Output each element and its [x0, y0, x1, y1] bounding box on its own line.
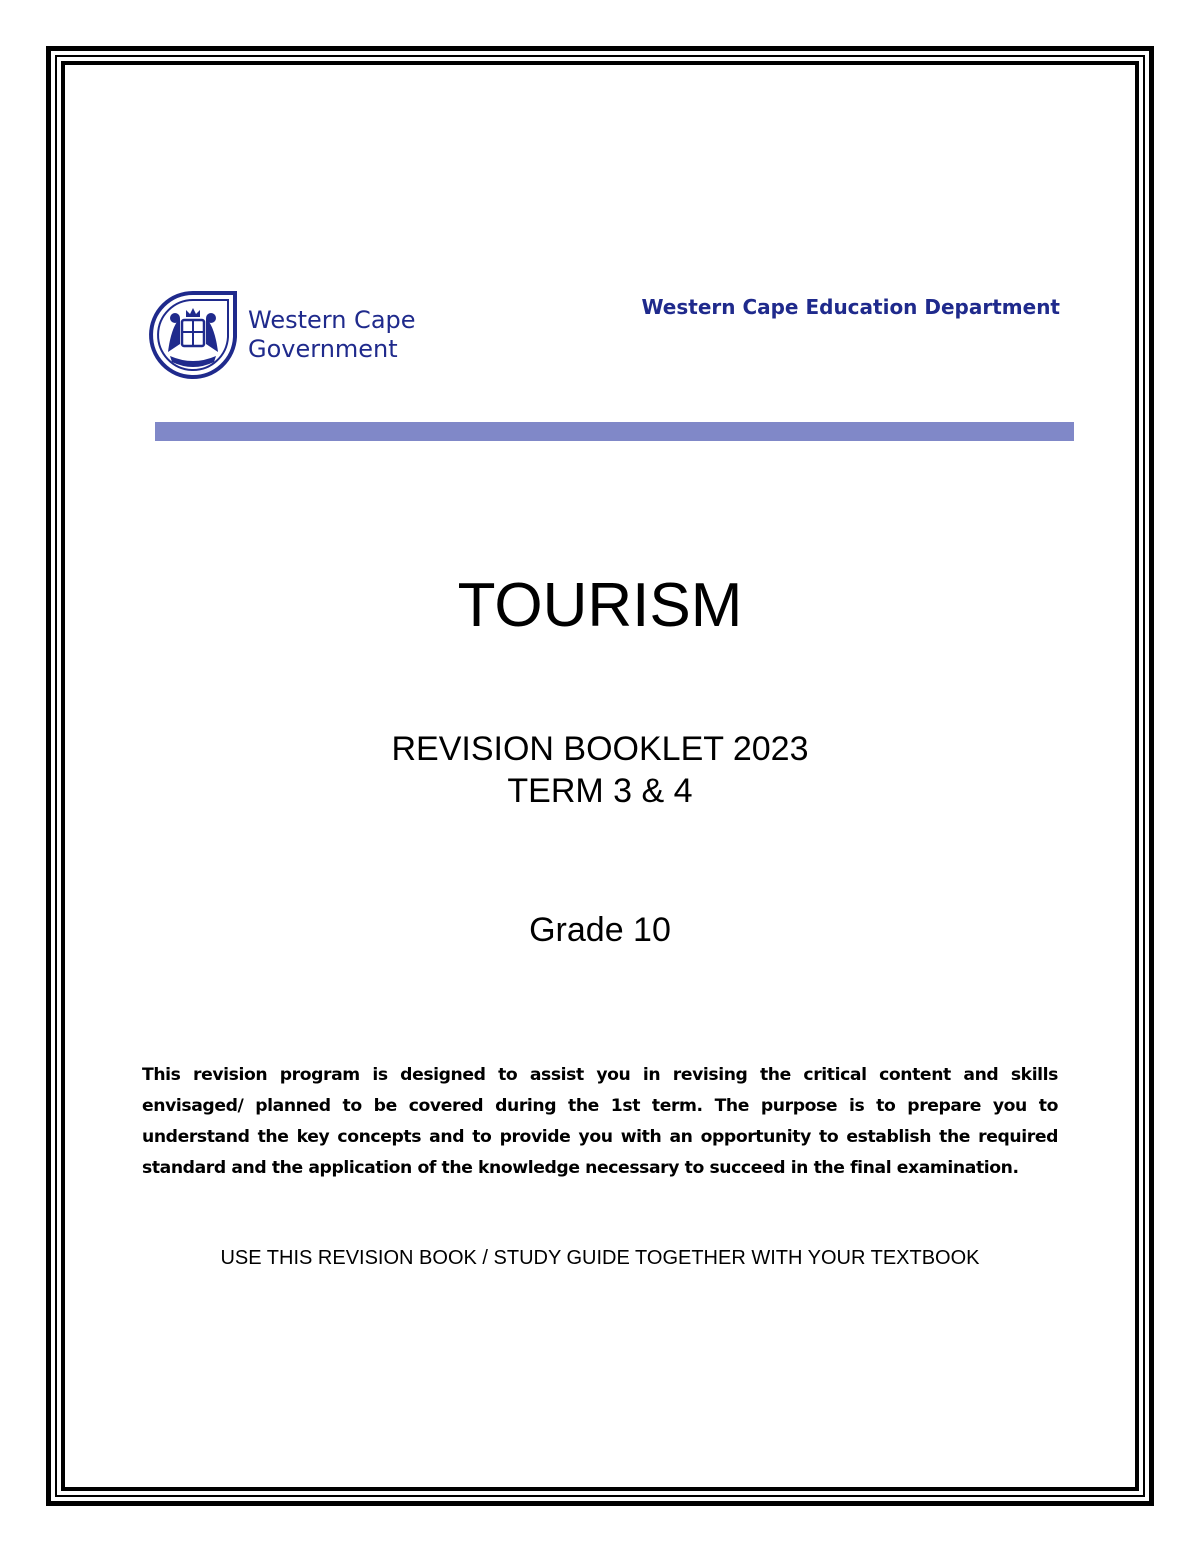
usage-note: USE THIS REVISION BOOK / STUDY GUIDE TOGETHER WITH YOUR TEXTBOOK — [220, 1247, 980, 1269]
booklet-subtitle — [0, 728, 1200, 812]
grade-label: Grade 10 — [529, 911, 671, 949]
logo-line-1: Western Cape — [248, 306, 416, 334]
subtitle-line-1: REVISION BOOKLET 2023 — [391, 730, 809, 768]
logo-wordmark — [248, 306, 416, 364]
western-cape-government-logo — [146, 290, 466, 386]
intro-paragraph: This revision program is designed to assist you in revising the critical content and skills envisaged/ planned to be covered during the 1st term. The purpose is to prepare you to understand the key concepts and to provide you with an opportunity to establish the required standard and the application of the knowledge necessary to succeed in the final examination. — [142, 1065, 1058, 1178]
department-name: Western Cape Education Department — [641, 295, 1060, 319]
header-divider-bar — [155, 422, 1074, 441]
subject-title: TOURISM — [457, 571, 743, 640]
coat-of-arms-icon — [146, 290, 240, 384]
logo-line-2: Government — [248, 335, 398, 363]
subtitle-line-2: TERM 3 & 4 — [507, 772, 693, 810]
